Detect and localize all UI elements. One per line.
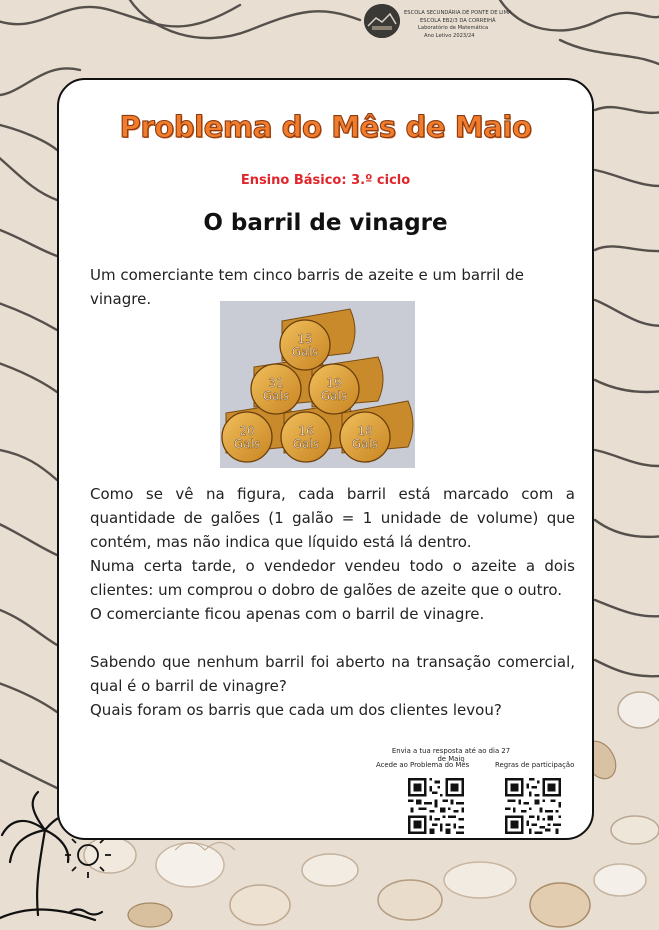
body-paragraph-2: Numa certa tarde, o vendedor vendeu todo o azeite a dois clientes: um comprou o dobro de galões de azeite que o outro. — [90, 557, 575, 599]
question-2: Quais foram os barris que cada um dos clientes levou? — [90, 701, 502, 719]
school-header — [364, 4, 564, 56]
barrel-31-unit: Gals — [262, 389, 290, 403]
body-paragraph-1: Como se vê na figura, cada barril está marcado com a quantidade de galões (1 galão = 1 unidade de volume) que contém, mas não indica que líquido está lá dentro. — [90, 485, 575, 551]
problem-card — [57, 78, 594, 840]
qr-code-rules[interactable] — [505, 778, 561, 834]
school-sub-name: ESCOLA EB2/3 DA CORREIHÃ — [420, 17, 496, 24]
qr-code-problem[interactable] — [408, 778, 464, 834]
intro-text: Um comerciante tem cinco barris de azeite e um barril de vinagre. — [90, 266, 524, 308]
barrel-19-number: 19 — [326, 376, 342, 390]
level-label: Ensino Básico: 3.º ciclo — [240, 173, 411, 188]
school-info — [404, 10, 564, 40]
qr-problem-label: Acede ao Problema do Mês — [376, 761, 470, 769]
deadline-note: Envia a tua resposta até ao dia 27 de Maio — [391, 747, 511, 763]
body-paragraph-3: O comerciante ficou apenas com o barril de vinagre. — [90, 605, 485, 623]
qr-rules-label: Regras de participação — [495, 761, 575, 769]
barrels-image — [220, 301, 415, 468]
school-year: Ano Letivo 2023/24 — [424, 32, 475, 39]
barrel-16-number: 16 — [298, 424, 314, 438]
barrel-16-unit: Gals — [292, 437, 320, 451]
lab-name: Laboratório de Matemática — [418, 25, 489, 32]
question-1: Sabendo que nenhum barril foi aberto na transação comercial, qual é o barril de vinagre? — [90, 653, 575, 695]
barrel-31-number: 31 — [268, 376, 284, 390]
page-title: Problema do Mês de Maio — [119, 110, 532, 144]
school-name: ESCOLA SECUNDÁRIA DE PONTE DE LIMA — [404, 10, 512, 16]
barrel-18-unit: Gals — [351, 437, 379, 451]
barrel-18-number: 18 — [357, 424, 373, 438]
barrel-15-unit: Gals — [291, 345, 319, 359]
problem-title: O barril de vinagre — [203, 210, 448, 236]
barrel-20-number: 20 — [239, 424, 255, 438]
school-logo — [364, 4, 400, 38]
barrel-20-unit: Gals — [233, 437, 261, 451]
barrel-19-unit: Gals — [320, 389, 348, 403]
barrel-15-number: 15 — [297, 332, 313, 346]
